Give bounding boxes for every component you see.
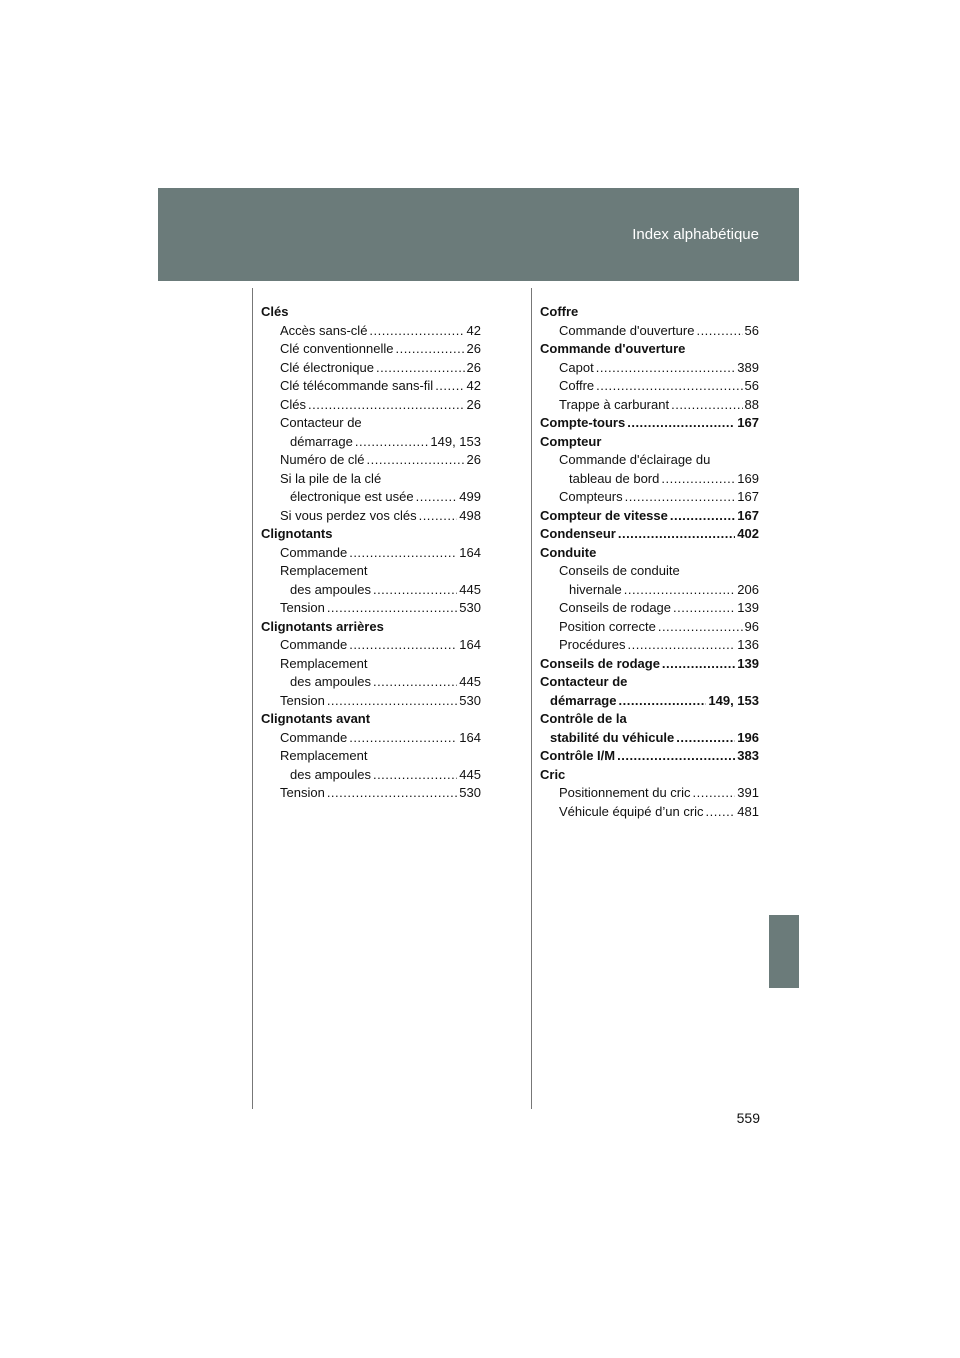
entry-page-ref: 136: [737, 637, 759, 652]
entry-page-ref: 26: [466, 452, 481, 467]
entry-label: tableau de bord: [569, 470, 660, 486]
entry-label: Tension: [280, 600, 325, 615]
entry-label: Conseils de rodage: [559, 600, 672, 615]
dot-leader: [627, 636, 735, 655]
index-entry: [540, 655, 759, 674]
entry-page-ref: 56: [744, 322, 759, 338]
dot-leader: [596, 377, 742, 396]
entry-label: Capot: [559, 359, 594, 375]
entry-page-ref: 42: [466, 378, 481, 393]
index-entry: [261, 599, 481, 618]
entry-page-ref: 530: [459, 785, 481, 800]
index-column-left: [261, 303, 481, 803]
entry-label: Compteurs: [559, 489, 623, 504]
entry-label: Contrôle I/M: [540, 748, 616, 763]
entry-page-ref: 26: [466, 396, 481, 412]
entry-page-ref: 164: [459, 544, 481, 560]
entry-page-ref: 167: [737, 415, 759, 430]
index-subentry-label: Remplacement: [280, 563, 368, 578]
dot-leader: [367, 451, 465, 470]
dot-leader: [618, 525, 735, 544]
index-heading: Coffre: [540, 304, 579, 319]
dot-leader: [617, 747, 735, 766]
entry-page-ref: 139: [737, 600, 759, 615]
entry-page-ref: 56: [744, 378, 759, 393]
entry-page-ref: 26: [466, 341, 481, 356]
entry-label: démarrage: [290, 433, 353, 449]
dot-leader: [693, 784, 736, 803]
entry-label: Tension: [280, 785, 325, 800]
entry-label: Accès sans-clé: [280, 322, 368, 338]
entry-page-ref: 196: [737, 729, 759, 745]
index-entry: [261, 507, 481, 526]
entry-label: Commande: [280, 637, 348, 652]
index-entry: [540, 322, 759, 341]
entry-page-ref: 445: [459, 581, 481, 597]
dot-leader: [355, 433, 429, 452]
index-subentry-label: Si la pile de la clé: [280, 470, 382, 486]
entry-page-ref: 445: [459, 766, 481, 782]
index-entry: [261, 544, 481, 563]
index-column-right: [540, 303, 759, 821]
index-heading: Clignotants: [261, 526, 333, 541]
dot-leader: [658, 618, 743, 637]
entry-page-ref: 164: [459, 637, 481, 652]
dot-leader: [349, 729, 457, 748]
dot-leader: [661, 470, 735, 489]
index-heading: Clignotants avant: [261, 711, 371, 726]
index-entry: [540, 488, 759, 507]
index-entry: [261, 451, 481, 470]
index-subentry-label: Commande d'éclairage du: [559, 452, 711, 467]
dot-leader: [327, 692, 457, 711]
entry-page-ref: 499: [459, 489, 481, 504]
entry-page-ref: 167: [737, 489, 759, 504]
entry-page-ref: 206: [737, 581, 759, 597]
index-entry: [261, 692, 481, 711]
index-entry: [540, 618, 759, 637]
entry-label: Positionnement du cric: [559, 785, 691, 800]
entry-label: Commande: [280, 729, 348, 745]
index-entry: [540, 414, 759, 433]
index-entry: [540, 377, 759, 396]
entry-page-ref: 391: [737, 785, 759, 800]
dot-leader: [349, 544, 457, 563]
entry-label: Condenseur: [540, 526, 616, 541]
index-entry: [540, 396, 759, 415]
entry-page-ref: 498: [459, 507, 481, 523]
entry-label: hivernale: [569, 581, 622, 597]
entry-label: Clé conventionnelle: [280, 341, 394, 356]
index-entry: [261, 488, 481, 507]
index-entry: [261, 340, 481, 359]
entry-label: Commande d'ouverture: [559, 322, 695, 338]
index-subentry-label: Contacteur de: [280, 415, 362, 430]
dot-leader: [349, 636, 457, 655]
index-entry: [261, 784, 481, 803]
index-heading: Contrôle de la: [540, 711, 627, 726]
dot-leader: [376, 359, 465, 378]
dot-leader: [671, 396, 742, 415]
index-entry: [540, 525, 759, 544]
entry-label: Conseils de rodage: [540, 655, 660, 671]
dot-leader: [618, 692, 706, 711]
index-entry: [540, 692, 759, 711]
entry-label: des ampoules: [290, 766, 371, 782]
entry-page-ref: 445: [459, 674, 481, 689]
dot-leader: [625, 488, 736, 507]
entry-label: Trappe à carburant: [559, 396, 670, 412]
index-entry: [540, 507, 759, 526]
index-entry: [540, 784, 759, 803]
index-entry: [261, 359, 481, 378]
index-entry: [540, 470, 759, 489]
entry-label: démarrage: [550, 692, 617, 708]
index-subentry-label: Remplacement: [280, 748, 368, 763]
entry-label: Véhicule équipé d’un cric: [559, 803, 704, 819]
left-rule: [252, 288, 253, 1109]
dot-leader: [369, 322, 464, 341]
index-entry: [261, 673, 481, 692]
entry-label: Clé télécommande sans-fil: [280, 378, 434, 393]
index-heading: Clignotants arrières: [261, 618, 384, 634]
dot-leader: [327, 784, 457, 803]
index-heading: Clés: [261, 304, 289, 319]
dot-leader: [706, 803, 736, 822]
entry-label: Compteur de vitesse: [540, 507, 668, 523]
index-subentry-label: Conseils de conduite: [559, 563, 680, 578]
index-entry: [540, 359, 759, 378]
dot-leader: [596, 359, 736, 378]
index-entry: [540, 803, 759, 822]
dot-leader: [419, 507, 458, 526]
dot-leader: [416, 488, 458, 507]
index-entry: [540, 747, 759, 766]
entry-label: des ampoules: [290, 674, 371, 689]
dot-leader: [373, 581, 457, 600]
entry-page-ref: 389: [737, 359, 759, 375]
entry-page-ref: 42: [466, 322, 481, 338]
entry-page-ref: 149, 153: [430, 433, 481, 449]
dot-leader: [624, 581, 736, 600]
dot-leader: [373, 766, 457, 785]
index-entry: [540, 729, 759, 748]
index-heading: Conduite: [540, 544, 597, 560]
entry-page-ref: 383: [737, 748, 759, 763]
index-heading: Compteur: [540, 433, 602, 449]
dot-leader: [308, 396, 465, 415]
index-subentry-label: Remplacement: [280, 655, 368, 671]
entry-label: Si vous perdez vos clés: [280, 507, 417, 523]
dot-leader: [696, 322, 742, 341]
dot-leader: [673, 599, 735, 618]
entry-page-ref: 88: [744, 396, 759, 412]
entry-page-ref: 530: [459, 692, 481, 708]
index-entry: [261, 396, 481, 415]
page-number: 559: [736, 1110, 760, 1126]
index-entry: [540, 636, 759, 655]
entry-label: Clés: [280, 396, 307, 412]
dot-leader: [670, 507, 735, 526]
index-entry: [261, 322, 481, 341]
entry-page-ref: 481: [737, 803, 759, 819]
index-heading: Cric: [540, 766, 566, 782]
index-entry: [261, 433, 481, 452]
entry-label: Coffre: [559, 378, 595, 393]
entry-page-ref: 530: [459, 600, 481, 615]
dot-leader: [373, 673, 457, 692]
index-entry: [540, 599, 759, 618]
index-entry: [540, 581, 759, 600]
entry-page-ref: 164: [459, 729, 481, 745]
entry-page-ref: 139: [737, 655, 759, 671]
header-band: [158, 188, 799, 281]
entry-label: Tension: [280, 692, 325, 708]
dot-leader: [627, 414, 735, 433]
dot-leader: [435, 377, 464, 396]
index-entry: [261, 729, 481, 748]
entry-page-ref: 96: [744, 618, 759, 634]
index-entry: [261, 581, 481, 600]
entry-label: Commande: [280, 544, 348, 560]
section-thumb-tab: [769, 915, 799, 988]
entry-page-ref: 402: [737, 526, 759, 541]
entry-page-ref: 167: [737, 507, 759, 523]
entry-label: électronique est usée: [290, 489, 414, 504]
entry-label: des ampoules: [290, 581, 371, 597]
index-entry: [261, 636, 481, 655]
index-entry: [261, 766, 481, 785]
entry-label: stabilité du véhicule: [550, 729, 675, 745]
entry-label: Position correcte: [559, 618, 656, 634]
entry-page-ref: 26: [466, 359, 481, 375]
entry-label: Clé électronique: [280, 359, 374, 375]
section-title: Index alphabétique: [632, 226, 759, 243]
entry-label: Compte-tours: [540, 415, 626, 430]
dot-leader: [676, 729, 735, 748]
center-rule: [531, 288, 532, 1109]
entry-label: Numéro de clé: [280, 452, 365, 467]
dot-leader: [327, 599, 457, 618]
index-entry: [261, 377, 481, 396]
index-heading: Commande d'ouverture: [540, 341, 686, 356]
dot-leader: [395, 340, 464, 359]
dot-leader: [662, 655, 735, 674]
entry-label: Procédures: [559, 637, 626, 652]
entry-page-ref: 149, 153: [708, 692, 759, 708]
entry-page-ref: 169: [737, 470, 759, 486]
index-heading: Contacteur de: [540, 674, 628, 689]
